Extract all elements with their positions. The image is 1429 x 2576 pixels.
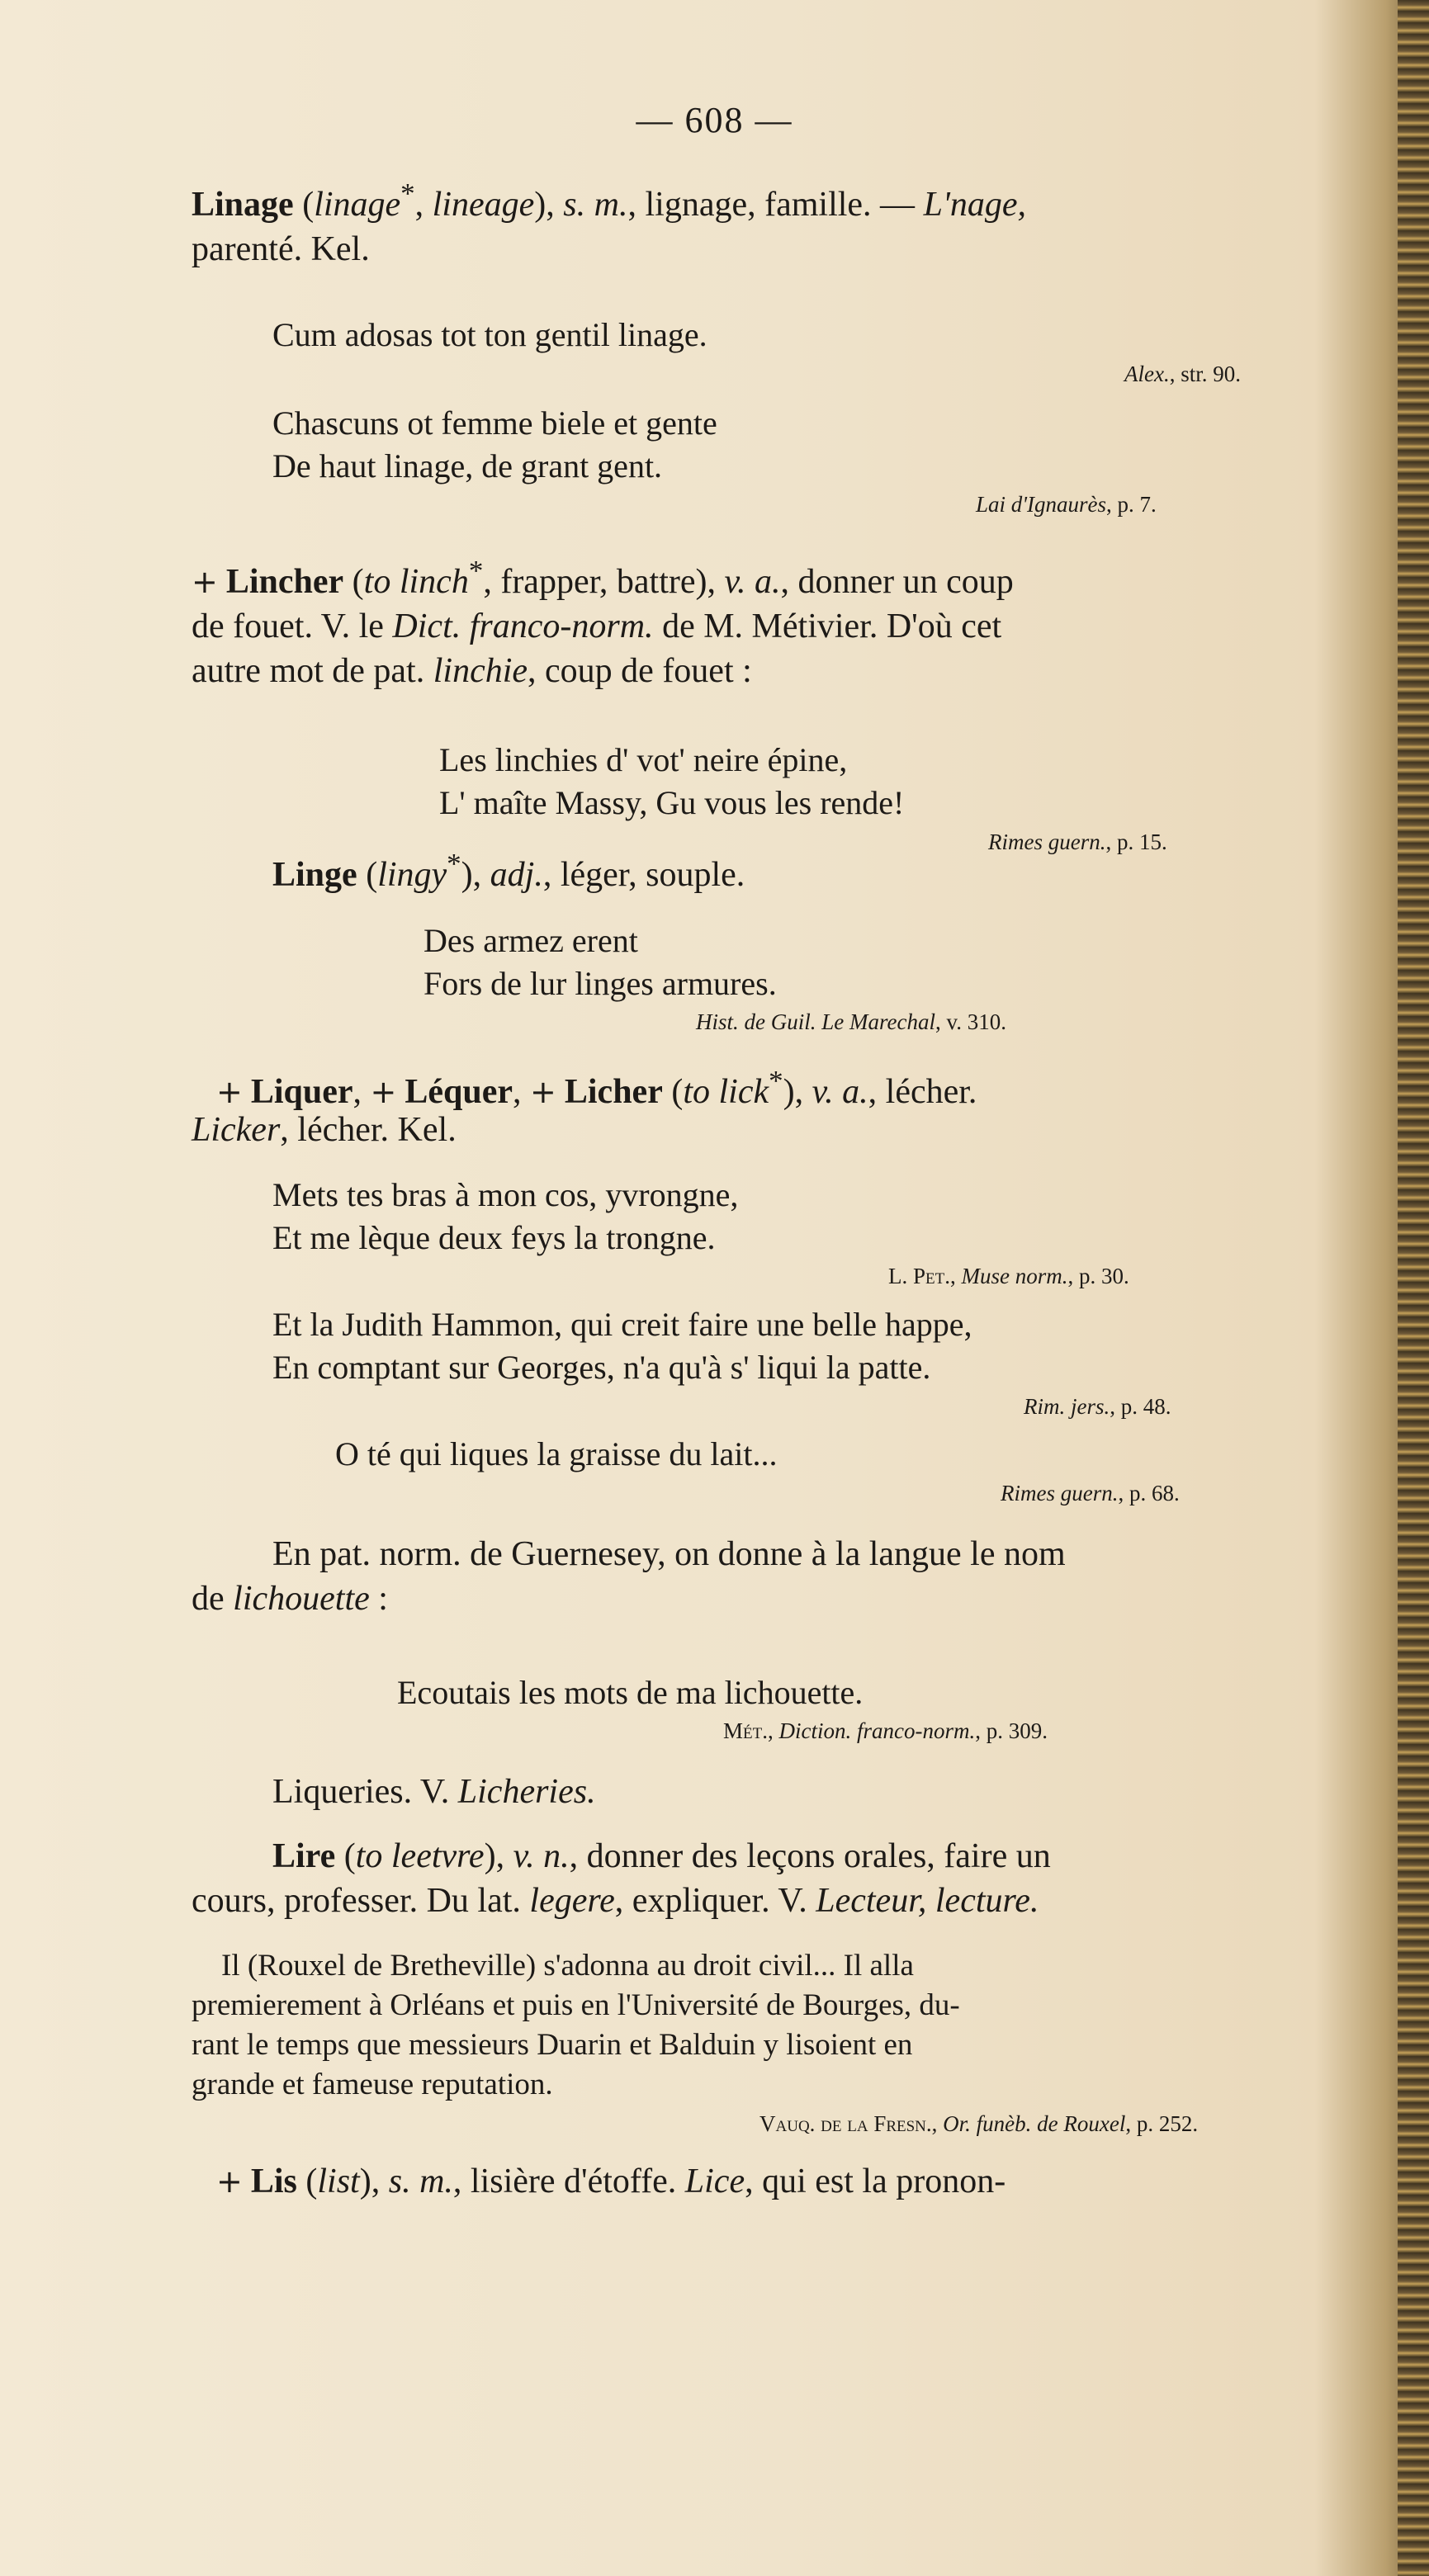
citation-line: grande et fameuse reputation. — [192, 2068, 553, 2101]
derived-word: linchie — [433, 652, 528, 690]
headword: Linge — [272, 856, 357, 894]
entry-lincher — [192, 549, 1347, 693]
definition-text: cours, professer. Du lat. — [192, 1882, 530, 1920]
page-number: — 608 — — [636, 100, 793, 140]
source-title: Rim. jers. — [1024, 1394, 1110, 1419]
etym-close: , frapper, battre), — [483, 563, 725, 601]
source-ref: , p. 30. — [1067, 1264, 1129, 1288]
cross-mark: + — [192, 564, 218, 600]
quote-source — [1124, 360, 1241, 388]
entry-liquer: + Liquer, + Léquer, + Licher (to lick*), v. a., lécher. — [216, 1065, 977, 1111]
source-title: Rimes guern. — [988, 830, 1106, 854]
source-ref: , v. 310. — [935, 1009, 1006, 1034]
citation-line: premierement à Orléans et puis en l'Université de Bourges, du- — [192, 1988, 960, 2022]
etym-close: ), — [484, 1837, 513, 1875]
quote-line: En comptant sur Georges, n'a qu'à s' liqui la patte. — [272, 1349, 931, 1386]
headword: Lincher — [225, 563, 344, 601]
definition: , lécher. — [868, 1073, 977, 1111]
definition: , qui est la pronon- — [745, 2162, 1006, 2200]
headword: Linage — [192, 186, 294, 224]
source-title: Diction. franco-norm. — [778, 1718, 976, 1743]
quote-line: Fors de lur linges armures. — [423, 965, 777, 1002]
etym-open: ( — [293, 186, 315, 224]
quote-line: De haut linage, de grant gent. — [272, 447, 663, 484]
definition-text: , lécher. Kel. — [280, 1111, 457, 1149]
page-edge — [1398, 0, 1429, 2576]
source-title: Muse norm. — [961, 1264, 1068, 1288]
cross-mark: + — [530, 1074, 556, 1110]
usage-note — [272, 1532, 1346, 1576]
source-ref: , str. 90. — [1169, 362, 1241, 386]
etym-close: ), — [783, 1073, 812, 1111]
entry-liquer-line2 — [192, 1108, 1347, 1152]
source-author: Vauq. de la Fresn. — [759, 2111, 932, 2136]
headword: Liquer — [250, 1073, 353, 1111]
citation-line: rant le temps que messieurs Duarin et Balduin y lisoient en — [192, 2028, 913, 2062]
reference-title: Dict. franco-norm. — [392, 607, 654, 645]
quote-line: Ecoutais les mots de ma lichouette. — [397, 1674, 864, 1711]
etymon: to leetvre — [355, 1837, 485, 1875]
cross-mark: + — [370, 1074, 397, 1110]
ref-prefix: V. — [412, 1773, 458, 1811]
source-ref: , p. 68. — [1118, 1481, 1180, 1505]
definition: , léger, souple. — [542, 856, 745, 894]
definition-text: , coup de fouet : — [528, 652, 752, 690]
quote-source: L. Pet., Muse norm., p. 30. — [888, 1264, 1129, 1288]
headword: Lis — [250, 2162, 297, 2200]
note-word: lichouette — [233, 1580, 370, 1618]
grammar: s. m. — [563, 186, 628, 224]
headword: Lire — [272, 1837, 336, 1875]
etym-open: ( — [662, 1073, 684, 1111]
quote-source — [696, 1008, 1006, 1036]
quote-source — [1001, 1479, 1180, 1507]
note-text: En pat. norm. de Guernesey, on donne à la langue le nom — [272, 1535, 1066, 1573]
quote-line: Et la Judith Hammon, qui creit faire une belle happe, — [272, 1306, 972, 1343]
grammar: s. m. — [388, 2162, 453, 2200]
variant: Lice — [684, 2162, 745, 2200]
etym-close: ), — [359, 2162, 389, 2200]
entry-lire-line2 — [192, 1879, 1347, 1923]
asterisk: * — [769, 1065, 783, 1097]
definition: , donner des leçons orales, faire un — [569, 1837, 1051, 1875]
etymon: to lick — [683, 1073, 769, 1111]
variant: L'nage, — [923, 186, 1027, 224]
grammar: v. a. — [724, 563, 781, 601]
quote-line: Mets tes bras à mon cos, yvrongne, — [272, 1176, 739, 1213]
definition-text: , expliquer. V. — [614, 1882, 816, 1920]
etymon-2: lineage — [432, 186, 535, 224]
quote-source — [1024, 1392, 1171, 1420]
note-text: de — [192, 1580, 234, 1618]
quote-line: Des armez erent — [423, 922, 638, 959]
asterisk: * — [468, 555, 484, 587]
source-title: Lai d'Ignaurès — [976, 492, 1107, 517]
citation-line: Il (Rouxel de Bretheville) s'adonna au droit civil... Il alla — [221, 1949, 914, 1983]
grammar: adj. — [490, 856, 543, 894]
etym-open: ( — [357, 856, 378, 894]
definition-text: de fouet. V. le — [192, 607, 393, 645]
source-ref: , p. 48. — [1110, 1394, 1171, 1419]
source-ref: , p. 252. — [1125, 2111, 1199, 2136]
quote-source: Mét., Diction. franco-norm., p. 309. — [723, 1718, 1048, 1743]
definition-line: parenté. Kel. — [192, 230, 370, 268]
source-ref: , p. 15. — [1105, 830, 1167, 854]
entry-liqueries — [272, 1770, 1428, 1814]
grammar: v. n. — [513, 1837, 570, 1875]
etymon: to linch — [363, 563, 469, 601]
grammar: v. a. — [812, 1073, 868, 1111]
etym-open: ( — [335, 1837, 356, 1875]
quote-line: L' maîte Massy, Gu vous les rende! — [439, 784, 905, 821]
definition: , lisière d'étoffe. — [452, 2162, 685, 2200]
cross-mark: + — [216, 1074, 243, 1110]
quote-line: O té qui liques la graisse du lait... — [335, 1435, 778, 1472]
source-author: L. Pet. — [888, 1264, 950, 1288]
entry-linage — [192, 172, 1347, 272]
separator: , — [414, 186, 433, 224]
definition: , donner un coup — [780, 563, 1014, 601]
etym-close: ), — [534, 186, 564, 224]
source-title: Alex. — [1124, 362, 1170, 386]
cross-mark: + — [216, 2163, 243, 2200]
latin-word: legere — [529, 1882, 615, 1920]
variant: Licker — [192, 1111, 281, 1149]
quote-source: Vauq. de la Fresn., Or. funèb. de Rouxel, p. 252. — [759, 2111, 1199, 2136]
definition: , lignage, famille. — — [627, 186, 924, 224]
etym-close: ), — [461, 856, 490, 894]
headword: Licher — [564, 1073, 663, 1111]
quote-line: Et me lèque deux feys la trongne. — [272, 1219, 716, 1256]
cross-reference: Lecteur, lecture. — [816, 1882, 1039, 1920]
quote-line: Cum adosas tot ton gentil linage. — [272, 316, 707, 353]
source-ref: , p. 7. — [1106, 492, 1157, 517]
quote-source — [976, 490, 1157, 518]
quote-line: Chascuns ot femme biele et gente — [272, 404, 717, 442]
usage-note-line2 — [192, 1576, 1347, 1621]
definition-text: autre mot de pat. — [192, 652, 433, 690]
source-title: Hist. de Guil. Le Marechal — [696, 1009, 935, 1034]
entry-lis — [216, 2159, 1356, 2204]
note-text: : — [369, 1580, 388, 1618]
entry-linge — [272, 842, 1428, 897]
entry-lire — [272, 1834, 1346, 1879]
etymon: lingy — [377, 856, 447, 894]
quote-line: Les linchies d' vot' neire épine, — [439, 741, 848, 778]
cross-reference: Licheries. — [457, 1773, 596, 1811]
definition-text: de M. Métivier. D'où cet — [653, 607, 1002, 645]
etymon: list — [317, 2162, 360, 2200]
source-ref: , p. 309. — [975, 1718, 1048, 1743]
source-title: Rimes guern. — [1001, 1481, 1119, 1505]
headword: Léquer — [405, 1073, 513, 1111]
headword: Liqueries. — [272, 1773, 413, 1811]
asterisk: * — [447, 848, 461, 880]
source-author: Mét. — [723, 1718, 768, 1743]
asterisk: * — [400, 177, 415, 210]
source-title: Or. funèb. de Rouxel — [943, 2111, 1126, 2136]
etymon: linage — [314, 186, 401, 224]
etym-open: ( — [296, 2162, 318, 2200]
etym-open: ( — [343, 563, 364, 601]
